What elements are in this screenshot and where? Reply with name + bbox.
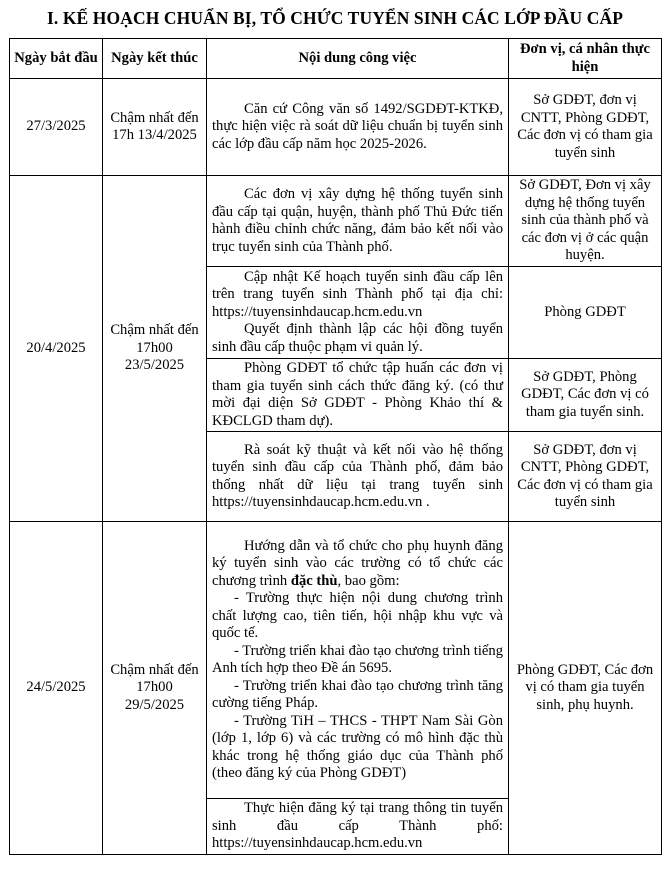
list-item: - Trường thực hiện nội dung chương trình chất lượng cao, tiên tiến, hội nhập khu vực và quốc tế. [212, 590, 503, 641]
unit-cell: Sở GDĐT, Phòng GDĐT, Các đơn vị có tham gia tuyển sinh. [509, 359, 662, 432]
unit-cell: Sở GDĐT, đơn vị CNTT, Phòng GDĐT, Các đơn vị có tham gia tuyển sinh [509, 79, 662, 176]
intro-text: Hướng dẫn và tổ chức cho phụ huynh đăng ký tuyển sinh vào các trường có tổ chức các chương trình [212, 537, 503, 589]
task-content-cell [207, 522, 509, 799]
deadline-cell: Chậm nhất đến 17h00 29/5/2025 [103, 522, 207, 855]
unit-cell: Sở GDĐT, Đơn vị xây dựng hệ thống tuyển sinh của thành phố và các đơn vị ở các quận huyện. [509, 176, 662, 267]
list-item: - Trường triển khai đào tạo chương trình tiếng Anh tích hợp theo Đề án 5695. [212, 642, 503, 676]
intro-emphasis: đặc thù [290, 572, 338, 589]
header-unit: Đơn vị, cá nhân thực hiện [509, 39, 662, 79]
task-content-cell [207, 176, 509, 267]
header-start-date: Ngày bắt đầu [10, 39, 103, 79]
task-text: Thực hiện đăng ký tại trang thông tin tuyển sinh đầu cấp Thành phố: https://tuyensinhdaucap.hcm.edu.vn [212, 800, 503, 851]
task-content-cell [207, 432, 509, 522]
schedule-table [9, 38, 662, 855]
task-content-cell [207, 79, 509, 176]
table-row [10, 176, 662, 267]
task-text: Các đơn vị xây dựng hệ thống tuyển sinh đầu cấp tại quận, huyện, thành phố Thủ Đức tiến hành điều chỉnh chức năng, đảm bảo kết nối vào trục tuyển sinh của Thành phố. [212, 186, 503, 255]
deadline-cell: Chậm nhất đến 17h 13/4/2025 [103, 79, 207, 176]
task-content-cell [207, 359, 509, 432]
task-text: Quyết định thành lập các hội đồng tuyển sinh đầu cấp thuộc phạm vi quản lý. [212, 321, 503, 355]
table-row [10, 79, 662, 176]
task-text: Căn cứ Công văn số 1492/SGDĐT-KTKĐ, thực hiện việc rà soát dữ liệu chuẩn bị tuyển sinh các lớp đầu cấp năm học 2025-2026. [212, 100, 503, 152]
start-date-cell: 20/4/2025 [10, 176, 103, 522]
unit-cell: Sở GDĐT, đơn vị CNTT, Phòng GDĐT, Các đơn vị có tham gia tuyển sinh [509, 432, 662, 522]
header-content: Nội dung công việc [207, 39, 509, 79]
list-item: - Trường TiH – THCS - THPT Nam Sài Gòn (lớp 1, lớp 6) và các trường có mô hình đặc thù khác trong hệ thống giáo dục của Thành phố (theo đăng ký của Phòng GDĐT) [212, 712, 503, 781]
start-date-cell: 27/3/2025 [10, 79, 103, 176]
deadline-cell: Chậm nhất đến 17h00 23/5/2025 [103, 176, 207, 522]
unit-cell: Phòng GDĐT, Các đơn vị có tham gia tuyển sinh, phụ huynh. [509, 522, 662, 855]
task-content-cell [207, 267, 509, 359]
intro-text-end: , bao gồm: [337, 572, 400, 589]
task-text: Rà soát kỹ thuật và kết nối vào hệ thống tuyển sinh đầu cấp của Thành phố, đảm bảo thống nhất dữ liệu tại trang tuyển sinh https://tuyensinhdaucap.hcm.edu.vn . [212, 441, 503, 510]
header-end-date: Ngày kết thúc [103, 39, 207, 79]
task-intro [212, 538, 503, 591]
table-header-row [10, 39, 662, 79]
task-text: Cập nhật Kế hoạch tuyển sinh đầu cấp lên trên trang tuyển sinh Thành phố tại địa chỉ: https://tuyensinhdaucap.hcm.edu.vn [212, 268, 503, 320]
unit-cell: Phòng GDĐT [509, 267, 662, 359]
section-heading: I. KẾ HOẠCH CHUẨN BỊ, TỔ CHỨC TUYỂN SINH CÁC LỚP ĐẦU CẤP [46, 8, 624, 28]
task-text: Phòng GDĐT tổ chức tập huấn các đơn vị tham gia tuyển sinh cách thức đăng ký. (có thư mời đại diện Sở GDĐT - Phòng Khảo thí & KĐCLGD tham dự). [212, 360, 503, 429]
start-date-cell: 24/5/2025 [10, 522, 103, 855]
list-item: - Trường triển khai đào tạo chương trình tăng cường tiếng Pháp. [212, 677, 503, 711]
task-content-cell [207, 799, 509, 855]
table-row [10, 522, 662, 799]
